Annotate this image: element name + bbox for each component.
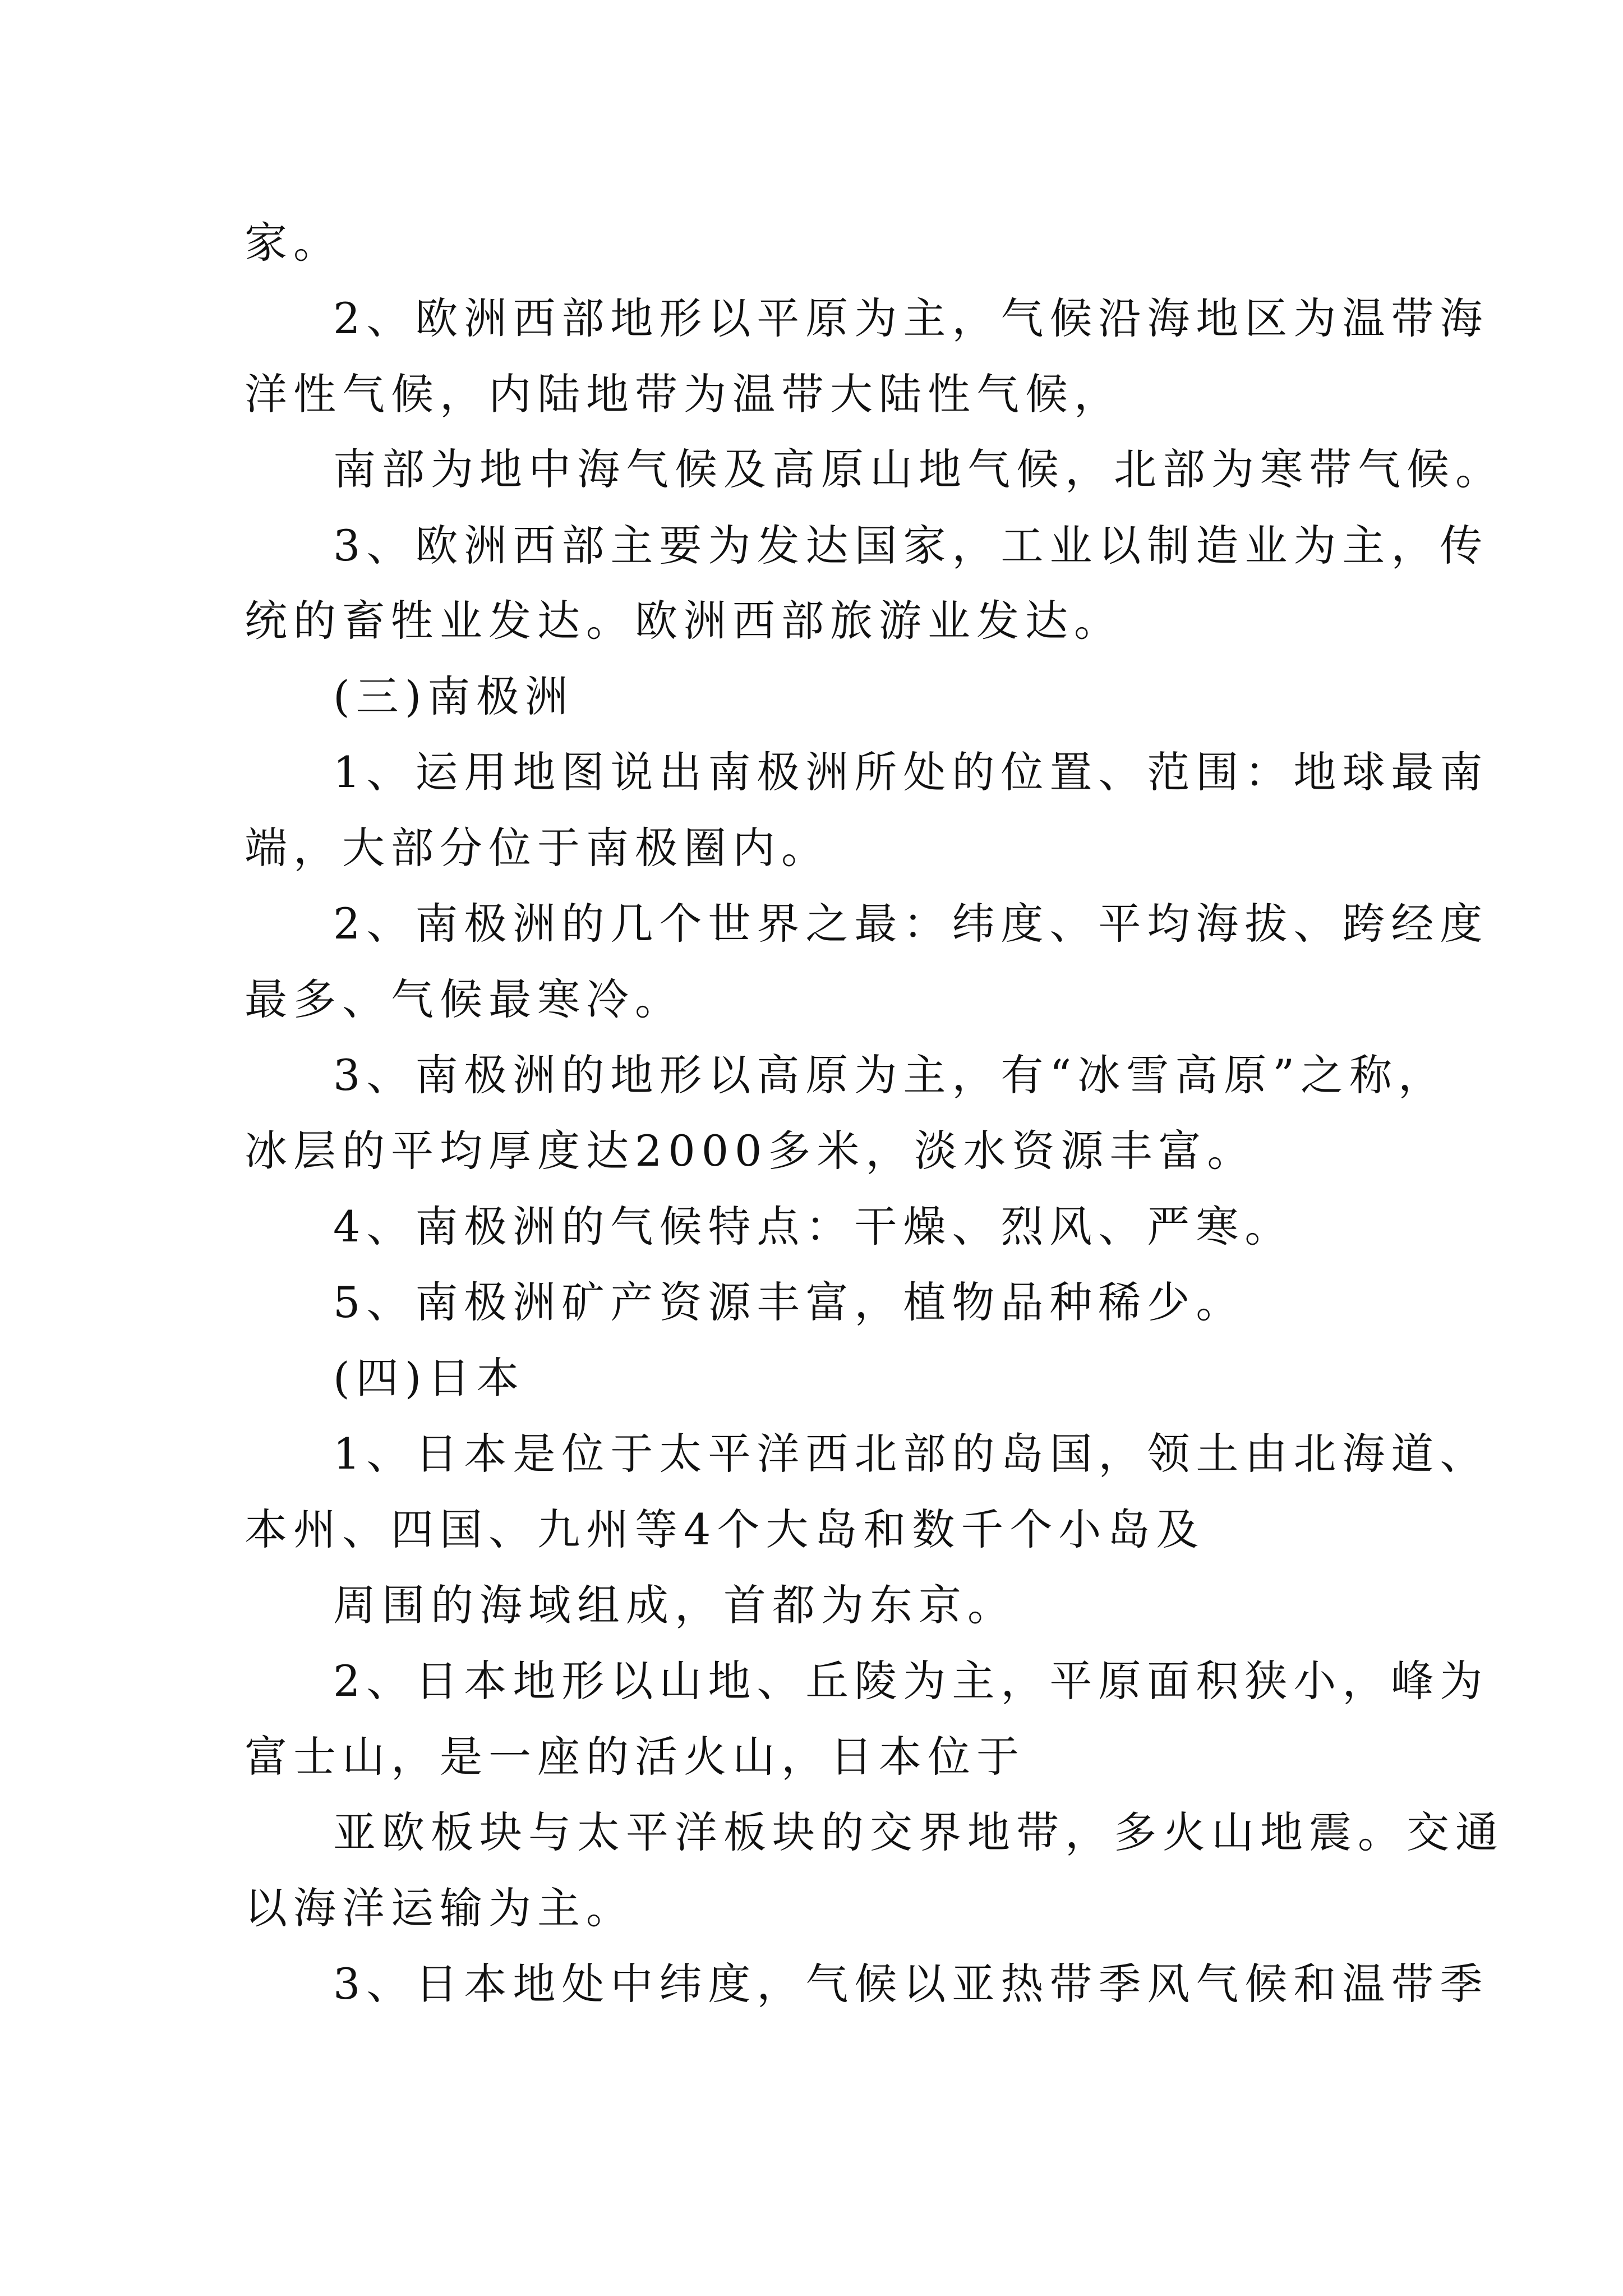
text-line: 1、日本是位于太平洋西北部的岛国，领土由北海道、 [333, 1429, 1489, 1479]
text-line: 以海洋运输为主。 [245, 1883, 635, 1933]
text-line: 最多、气候最寒冷。 [245, 974, 684, 1024]
text-line: 3、南极洲的地形以高原为主，有“冰雪高原”之称， [333, 1050, 1447, 1100]
text-line: 家。 [245, 218, 342, 268]
text-line: 亚欧板块与太平洋板块的交界地带，多火山地震。交通 [333, 1807, 1504, 1857]
text-line: 5、南极洲矿产资源丰富，植物品种稀少。 [333, 1277, 1245, 1327]
text-line: 富士山，是一座的活火山，日本位于 [245, 1732, 1025, 1782]
section-heading: (三)南极洲 [333, 671, 574, 721]
text-line: 2、日本地形以山地、丘陵为主，平原面积狭小，峰为 [333, 1656, 1489, 1706]
text-line: 2、南极洲的几个世界之最：纬度、平均海拔、跨经度 [333, 899, 1489, 949]
section-heading: (四)日本 [333, 1353, 525, 1403]
text-line: 洋性气候，内陆地带为温带大陆性气候， [245, 369, 1123, 419]
text-line: 3、欧洲西部主要为发达国家，工业以制造业为主，传 [333, 521, 1489, 570]
text-line: 周围的海域组成，首都为东京。 [333, 1580, 1016, 1630]
text-line: 1、运用地图说出南极洲所处的位置、范围：地球最南 [333, 747, 1489, 797]
text-line: 3、日本地处中纬度，气候以亚热带季风气候和温带季 [333, 1959, 1489, 2009]
text-line: 2、欧洲西部地形以平原为主，气候沿海地区为温带海 [333, 293, 1489, 343]
text-line: 南部为地中海气候及高原山地气候，北部为寒带气候。 [333, 444, 1504, 494]
text-line: 冰层的平均厚度达2000多米，淡水资源丰富。 [245, 1126, 1256, 1176]
text-line: 统的畜牲业发达。欧洲西部旅游业发达。 [245, 596, 1123, 646]
text-line: 端，大部分位于南极圈内。 [245, 823, 830, 873]
text-line: 本州、四国、九州等4个大岛和数千个小岛及 [245, 1504, 1205, 1554]
text-line: 4、南极洲的气候特点：干燥、烈风、严寒。 [333, 1202, 1294, 1251]
